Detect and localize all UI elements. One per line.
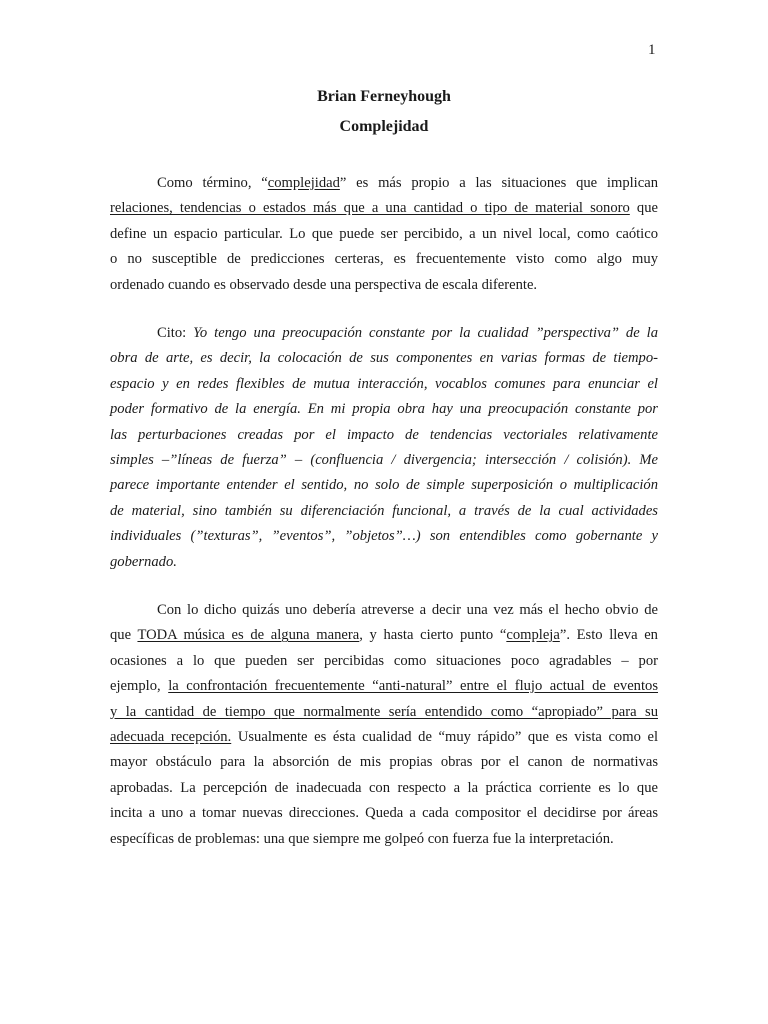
paragraph-1 [110, 171, 658, 298]
text-span: o no susceptible de predicciones certeras, es frecuentemente visto como algo muy [110, 251, 658, 268]
text-span: que [629, 200, 658, 217]
text-line [110, 623, 658, 648]
paragraph-3 [110, 598, 658, 852]
text-span: mayor obstáculo para la absorción de mis propias obras por el canon de normativas [110, 754, 658, 771]
text-line [110, 423, 658, 448]
underlined-text: complejidad [267, 175, 340, 191]
text-span: incita a uno a tomar nuevas direcciones. Queda a cada compositor el decidirse por áreas [110, 805, 658, 822]
text-line [110, 473, 658, 498]
text-span: Usualmente es ésta cualidad de “muy rápido” que es vista como el [231, 728, 658, 745]
page-number: 1 [648, 42, 656, 58]
text-span: ”. Esto lleva en [559, 627, 658, 644]
text-span: ejemplo, [110, 678, 169, 695]
text-span: ocasiones a lo que pueden ser percibidas como situaciones poco agradables – por [110, 652, 658, 669]
text-line [110, 171, 658, 196]
text-line [110, 222, 658, 247]
text-span: Yo tengo una preocupación constante por la cualidad ”perspectiva” de la [193, 325, 659, 341]
text-span: Cito: [157, 325, 194, 341]
underlined-text: adecuada recepción. [110, 728, 232, 745]
text-span: define un espacio particular. Lo que puede ser percibido, a un nivel local, como caótico [110, 225, 658, 242]
text-span: Con lo dicho quizás uno debería atreverse a decir una vez más el hecho obvio de [157, 602, 658, 618]
text-line [110, 448, 658, 473]
text-line [110, 321, 658, 346]
text-span: que [110, 627, 138, 644]
text-line [110, 196, 658, 221]
text-span: Como término, “ [157, 175, 268, 191]
text-line [110, 524, 658, 549]
text-line [110, 273, 658, 298]
underlined-text: compleja [506, 627, 560, 644]
text-line [110, 247, 658, 272]
text-line [110, 674, 658, 699]
text-line [110, 649, 658, 674]
document-title: Complejidad [339, 118, 429, 135]
paragraph-2-quote [110, 321, 658, 575]
text-span: espacio y en redes flexibles de mutua interacción, vocablos comunes para enunciar el [110, 375, 658, 392]
text-line [110, 598, 658, 623]
text-line [110, 499, 658, 524]
text-span: las perturbaciones creadas por el impacto de tendencias vectoriales relativamente [110, 426, 658, 443]
text-line [110, 372, 658, 397]
author-name: Brian Ferneyhough [317, 88, 451, 105]
text-line [110, 346, 658, 371]
text-span: obra de arte, es decir, la colocación de sus componentes en varias formas de tiempo- [110, 350, 658, 367]
text-span: poder formativo de la energía. En mi propia obra hay una preocupación constante por [110, 401, 658, 418]
underlined-text: TODA música es de alguna manera [137, 627, 360, 644]
text-line [110, 801, 658, 826]
text-span: individuales (”texturas”, ”eventos”, ”objetos”…) son entendibles como gobernante y [110, 528, 658, 545]
text-line [110, 700, 658, 725]
text-span: parece importante entender el sentido, no solo de simple superposición o multiplicación [110, 477, 658, 494]
underlined-text: relaciones, tendencias o estados más que a una cantidad o tipo de material sonoro [110, 200, 630, 217]
text-span: específicas de problemas: una que siempre me golpeó con fuerza fue la interpretación. [110, 830, 614, 847]
text-span: aprobadas. La percepción de inadecuada con respecto a la práctica corriente es lo que [110, 779, 658, 796]
text-line [110, 827, 658, 852]
text-line [110, 776, 658, 801]
text-span: simples –”líneas de fuerza” – (confluencia / divergencia; intersección / colisión). Me [110, 451, 658, 468]
text-span: ordenado cuando es observado desde una perspectiva de escala diferente. [110, 276, 538, 293]
underlined-text: la confrontación frecuentemente “anti-natural” entre el flujo actual de eventos [168, 678, 659, 695]
underlined-text: y la cantidad de tiempo que normalmente sería entendido como “apropiado” para su [110, 703, 658, 720]
text-line [110, 750, 658, 775]
text-span: gobernado. [110, 553, 177, 570]
text-line [110, 550, 658, 575]
text-line [110, 725, 658, 750]
text-line [110, 397, 658, 422]
text-span: de material, sino también su diferenciación funcional, a través de la cual actividades [110, 502, 658, 519]
text-span: , y hasta cierto punto “ [359, 627, 507, 644]
text-span: ” es más propio a las situaciones que implican [339, 175, 658, 191]
